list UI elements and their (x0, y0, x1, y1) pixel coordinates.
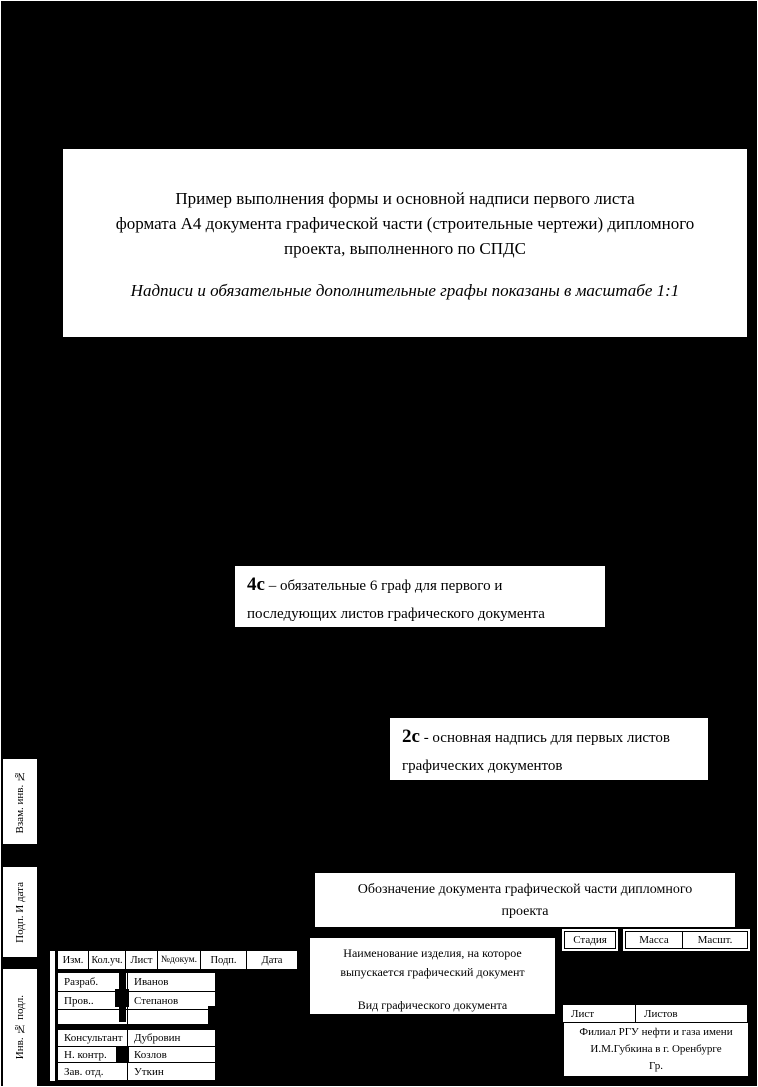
header-cell-podp: Подп. (200, 950, 247, 970)
intro-title (63, 149, 747, 261)
document-kind-line: Вид графического документа (357, 998, 508, 1012)
table-row-role: Пров.. (57, 991, 128, 1010)
header-cell-data: Дата (246, 950, 298, 970)
table-row-role: Н. контр. (57, 1046, 128, 1063)
header-cell-list: Лист (125, 950, 158, 970)
table-row-name: Степанов (127, 991, 216, 1010)
sheet-row (562, 1004, 748, 1023)
side-label-vzam-inv (3, 759, 37, 844)
side-label-podp-data-text: Подп. И дата (14, 881, 26, 943)
designation-box (315, 873, 735, 927)
header-cell-koluch: Кол.уч. (88, 950, 126, 970)
organization-box (564, 1023, 748, 1076)
callout-2c-text1: - основная надпись для первых листов (423, 730, 671, 746)
product-name-box (310, 938, 555, 1014)
product-name-line1: Наименование изделия, на которое (343, 946, 522, 960)
table-row-name: Иванов (127, 972, 216, 992)
callout-4c-prefix: 4с (247, 574, 265, 595)
mass-cell: Масса (625, 931, 683, 949)
designation-line1: Обозначение документа графической части дипломного (357, 882, 693, 897)
table-row-role (57, 1009, 128, 1025)
header-cell-izm: Изм. (57, 950, 89, 970)
organization-line3: Гр. (649, 1060, 663, 1072)
scale-cell: Масшт. (682, 931, 748, 949)
product-name-line2: выпускается графический документ (340, 965, 525, 979)
callout-4c-text1: – обязательные 6 граф для первого и (268, 578, 503, 594)
table-row-name: Козлов (127, 1046, 216, 1063)
intro-title-line3: проекта, выполненного по СПДС (284, 239, 526, 258)
side-label-inv-podl (3, 969, 37, 1086)
header-cell-ndokum: №докум. (157, 950, 201, 970)
mass-scale-box (623, 929, 750, 951)
signature-mark (208, 1006, 221, 1024)
callout-2c-text2: графических документов (402, 758, 563, 774)
side-label-podp-data (3, 867, 37, 957)
organization-line1: Филиал РГУ нефти и газа имени (579, 1026, 733, 1038)
sheet-cell: Лист (562, 1004, 636, 1023)
callout-4c-line1 (247, 571, 605, 600)
designation-line2: проекта (501, 904, 549, 919)
sheets-cell: Листов (635, 1004, 748, 1023)
side-label-inv-podl-text: Инв. № подл. (14, 995, 26, 1060)
stage-cell: Стадия (564, 931, 616, 949)
intro-title-line2: формата А4 документа графической части (строительные чертежи) дипломного (115, 214, 695, 233)
table-row-name: Дубровин (127, 1029, 216, 1047)
signature-table-header (57, 950, 298, 970)
intro-title-line1: Пример выполнения формы и основной надписи первого листа (175, 189, 635, 208)
table-row-name (127, 1009, 216, 1025)
table-row-role: Консультант (57, 1029, 128, 1047)
callout-2c-line1 (402, 723, 708, 752)
side-label-vzam-inv-text: Взам. инв. № (14, 769, 26, 834)
stage-box (562, 929, 618, 951)
callout-4c-box (235, 566, 605, 627)
table-row-name: Уткин (127, 1062, 216, 1081)
intro-subtitle: Надписи и обязательные дополнительные графы показаны в масштабе 1:1 (130, 281, 680, 300)
signature-mark (115, 989, 129, 1007)
organization-line2: И.М.Губкина в г. Оренбурге (590, 1043, 722, 1055)
table-row-role: Разраб. (57, 972, 128, 992)
table-row-role: Зав. отд. (57, 1062, 128, 1081)
form-left-strip (50, 951, 55, 1081)
signature-mark (116, 1047, 129, 1062)
callout-4c-text2: последующих листов графического документа (247, 606, 545, 622)
intro-box (63, 149, 747, 337)
callout-2c-prefix: 2с (402, 726, 420, 747)
callout-2c-box (390, 718, 708, 780)
